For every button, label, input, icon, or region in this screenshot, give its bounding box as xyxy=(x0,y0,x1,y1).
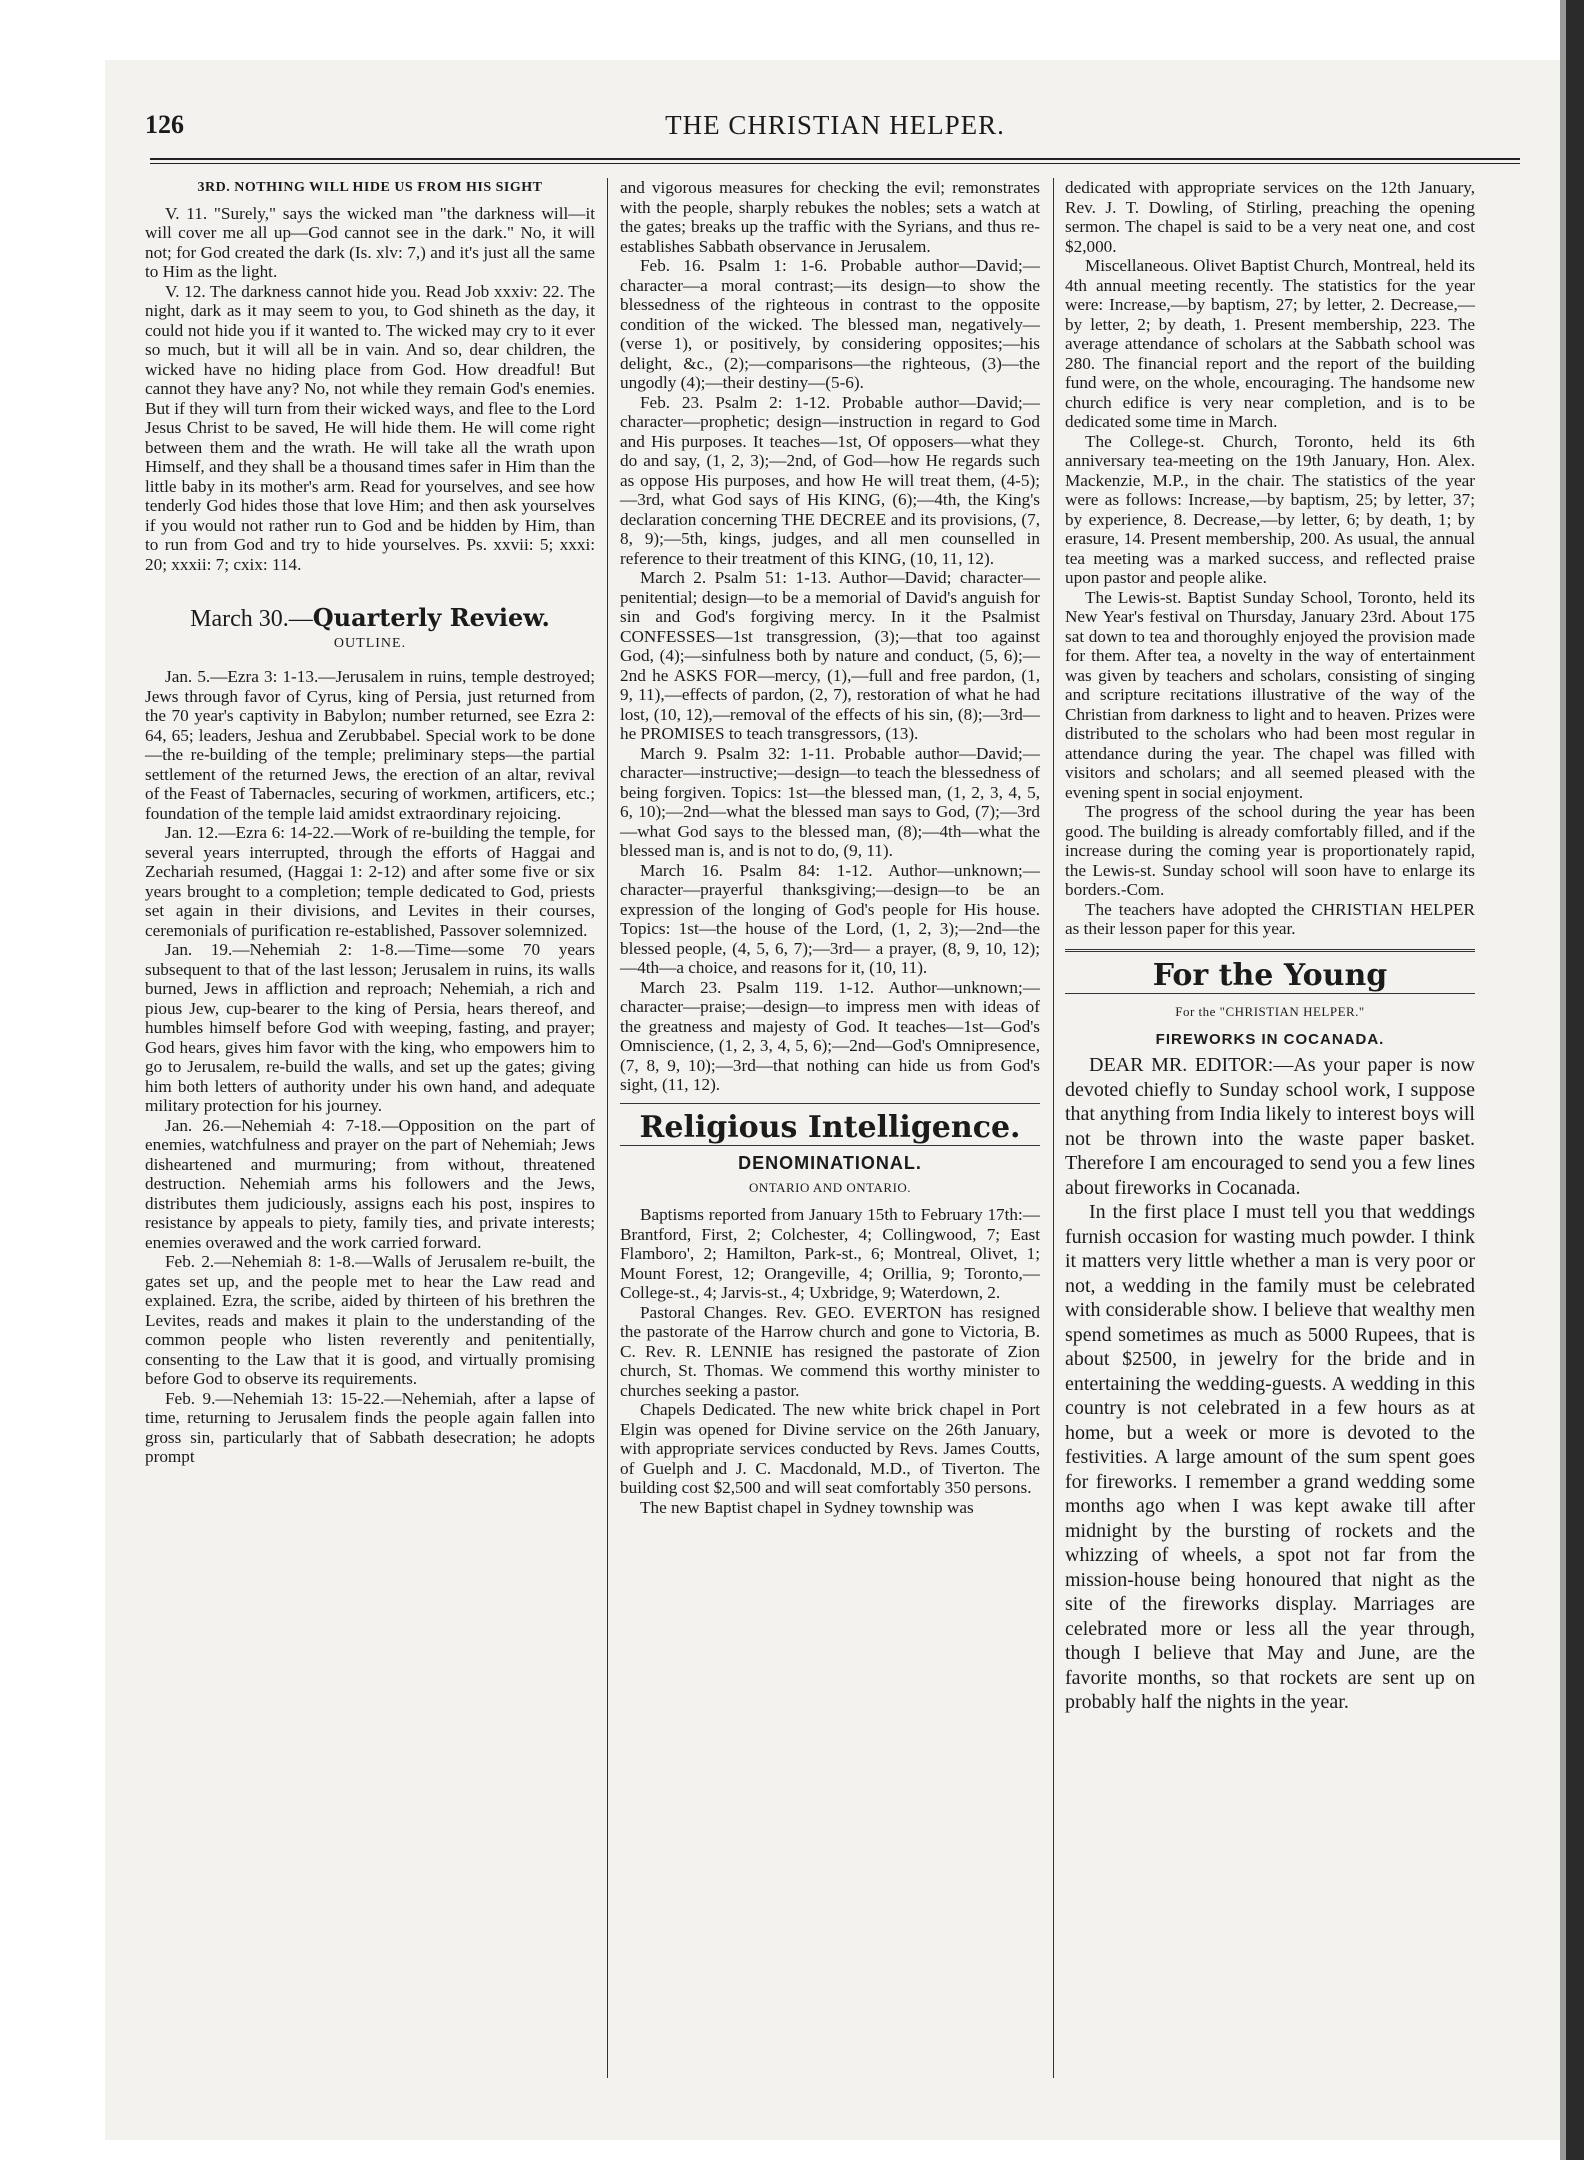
paragraph: The new Baptist chapel in Sydney township was xyxy=(640,1497,974,1517)
review-heading: March 30.—Quarterly Review. xyxy=(190,603,550,632)
review-entry: March 23. Psalm 119. 1-12. Author—unknown;—character—praise;—design—to impress men with ideas of the greatness and majesty of God. It teaches—1st—God's Omniscience, (1, 2, 3, 4, 5, 6);—2nd—God's Omnipresence, (7, 8, 9, 10);—3rd—that nothing can hide us from God's sight, (11, 12). xyxy=(620,977,1040,1094)
review-entry: March 9. Psalm 32: 1-11. Probable author—David;—character—instructive;—design—to teach the blessedness of being forgiven. Topics: 1st—the blessed man, (1, 2, 3, 4, 5, 6, 10);—2nd—what the blessed man says to God, (7);—3rd—what God says to the blessed man, (8);—4th—what the blessed man is, and is not to do, (9, 11). xyxy=(620,743,1040,860)
review-entry: Jan. 5.—Ezra 3: 1-13.—Jerusalem in ruins, temple destroyed; Jews through favor of Cyrus, king of Persia, just returned from the 70 year's captivity in Babylon; number returned, see Ezra 2: 64, 65; leaders, Jeshua and Zerubbabel. Special work to be done—the re-building of the temple; preliminary steps—the partial settlement of the returned Jews, the erection of an altar, revival of the Feast of Tabernacles, securing of workmen, artificers, etc.; foundation of the temple laid amidst extraordinary rejoicing. xyxy=(145,667,595,823)
paragraph: The Lewis-st. Baptist Sunday School, Toronto, held its New Year's festival on Thursday, January 23rd. About 175 sat down to tea and thoroughly enjoyed the provision made for them. After tea, a novelty in the way of entertainment was given by teachers and scholars, consisting of singing and scripture recitations illustrative of the way of the Christian from darkness to light and to heaven. Prizes were distributed to the scholars who had been most regular in attendance during the year. The chapel was filled with visitors and scholars; and all seemed pleased with the evening spent in social enjoyment. xyxy=(1065,587,1475,802)
subsection-title: DENOMINATIONAL. xyxy=(738,1153,922,1173)
paragraph: and vigorous measures for checking the evil; remonstrates with the people, sharply rebukes the nobles; sets a watch at the gates; breaks up the traffic with the Syrians, and thus re-establishes Sabbath observance in Jerusalem. xyxy=(620,178,1040,256)
divider xyxy=(1065,949,1475,952)
paragraph: Baptisms reported from January 15th to February 17th:—Brantford, First, 2; Colchester, 4; Collingwood, 7; East Flamboro', 2; Hamilton, Park-st., 6; Montreal, Olivet, 1; Mount Forest, 12; Orangeville, 4; Orillia, 9; Toronto,—College-st., 4; Jarvis-st., 4; Uxbridge, 9; Waterdown, 2. xyxy=(620,1205,1040,1302)
page-header xyxy=(145,110,1525,170)
article-title: FIREWORKS IN COCANADA. xyxy=(1155,1030,1385,1048)
paragraph: Chapels Dedicated. The new white brick chapel in Port Elgin was opened for Divine service on the 26th January, with appropriate services conducted by Revs. James Coutts, of Guelph and J. C. Macdonald, M.D., of Tiverton. The building cost $2,500 and will seat comfortably 350 persons. xyxy=(620,1400,1040,1497)
review-entry: Feb. 2.—Nehemiah 8: 1-8.—Walls of Jerusalem re-built, the gates set up, and the people met to hear the Law read and explained. Ezra, the scribe, aided by thirteen of his brethren the Levites, reads and makes it plain to the understanding of the common people who listen reverently and penitentially, consenting to the Law that it is good, and virtually promising before God to observe its requirements. xyxy=(145,1252,595,1388)
column-2 xyxy=(620,178,1040,1517)
header-rule-thin xyxy=(150,163,1520,164)
column-divider xyxy=(1053,178,1054,2078)
paragraph: The College-st. Church, Toronto, held its 6th anniversary tea-meeting on the 19th January, Hon. Alex. Mackenzie, M.P., in the chair. The statistics of the year were as follows: Increase,—by baptism, 25; by letter, 37; by experience, 8. Decrease,—by letter, 6; by death, 1; by erasure, 14. Present membership, 200. As usual, the annual tea meeting was a marked success, and reflected praise upon pastor and people alike. xyxy=(1065,431,1475,587)
paragraph: The teachers have adopted the CHRISTIAN HELPER as their lesson paper for this year. xyxy=(1065,899,1475,938)
outline-label: OUTLINE. xyxy=(333,635,407,651)
review-entry: Feb. 16. Psalm 1: 1-6. Probable author—David;—character—a moral contrast;—its design—to show the blessedness of the righteous in contrast to the opposite condition of the wicked. The blessed man, negatively—(verse 1), or positively, by considering opposites;—his delight, &c., (2);—comparisons—the righteous, (3)—the ungodly (4);—their destiny—(5-6). xyxy=(620,256,1040,392)
section-title: For the Young xyxy=(1152,957,1388,993)
article-body xyxy=(1065,1053,1475,1715)
review-entry: Jan. 26.—Nehemiah 4: 7-18.—Opposition on the part of enemies, watchfulness and prayer on the part of Nehemiah; Jews disheartened and murmuring; from without, threatened destruction. Nehemiah arms his followers and the Jews, distributes them judiciously, assigns each his post, inspires to resistance by appeals to piety, family ties, and private interests; enemies overawed and the work carried forward. xyxy=(145,1115,595,1252)
review-entry: March 16. Psalm 84: 1-12. Author—unknown;—character—prayerful thanksgiving;—design—to be an expression of the longing of God's people for His house. Topics: 1st—the house of the Lord, (1, 2, 3);—2nd—the blessed people, (4, 5, 6, 7);—3rd— a prayer, (8, 9, 10, 12);—4th—a choice, and reasons for it, (10, 11). xyxy=(620,860,1040,977)
column-1 xyxy=(145,178,595,1467)
attribution: For the "CHRISTIAN HELPER." xyxy=(1175,1004,1365,1019)
header-rule xyxy=(150,158,1520,160)
section-title: Religious Intelligence. xyxy=(639,1109,1021,1145)
column-3 xyxy=(1065,178,1475,1715)
binding xyxy=(1566,0,1584,2160)
divider xyxy=(620,1103,1040,1104)
column-divider xyxy=(607,178,608,2078)
paragraph: dedicated with appropriate services on the 12th January, Rev. J. T. Dowling, of Stirling, preaching the opening sermon. The chapel is said to be a very neat one, and cost $2,000. xyxy=(1065,178,1475,256)
paragraph: Pastoral Changes. Rev. GEO. EVERTON has resigned the pastorate of the Harrow church and gone to Victoria, B. C. Rev. R. LENNIE has resigned the pastorate of Zion church, St. Thomas. We commend this worthy minister to churches seeking a pastor. xyxy=(620,1302,1040,1400)
paragraph: Miscellaneous. Olivet Baptist Church, Montreal, held its 4th annual meeting recently. The statistics for the year were: Increase,—by baptism, 27; by letter, 2. Decrease,—by letter, 2; by death, 1. Present membership, 223. The average attendance of scholars at the Sabbath school was 280. The financial report and the report of the building fund were, on the whole, encouraging. The handsome new church edifice is very near completion, and is to be dedicated some time in March. xyxy=(1065,256,1475,431)
paragraph: The progress of the school during the year has been good. The building is already comfortably filled, and if the increase during the coming year is proportionately rapid, the Lewis-st. Sunday school will soon have to enlarge its borders.-Com. xyxy=(1065,802,1475,899)
review-entry: Feb. 23. Psalm 2: 1-12. Probable author—David;—character—prophetic; design—instruction in regard to God and His purposes. It teaches—1st, Of opposers—what they do and say, (1, 2, 3);—2nd, of God—how He regards such as oppose His purposes, and how He will treat them, (4-5);—3rd, what God says of His KING, (6);—4th, the King's declaration concerning THE DECREE and its provisions, (7, 8, 9);—5th, kings, judges, and all men counselled in reference to their treatment of this KING, (10, 11, 12). xyxy=(620,392,1040,568)
review-entry: Feb. 9.—Nehemiah 13: 15-22.—Nehemiah, after a lapse of time, returning to Jerusalem finds the people again fallen into gross sin, particularly that of Sabbath desecration; he adopts prompt xyxy=(145,1388,595,1466)
region-label: ONTARIO AND ONTARIO. xyxy=(748,1179,912,1195)
review-entry: Jan. 19.—Nehemiah 2: 1-8.—Time—some 70 years subsequent to that of the last lesson; Jerusalem in ruins, its walls burned, Jews in affliction and reproach; Nehemiah, a rich and pious Jew, cup-bearer to the king of Persia, hears thereof, and humbles himself before God with weeping, fasting, and prayer; God hears, gives him favor with the king, who empowers him to go to Jerusalem, re-build the walls, and set up the gates; giving him both letters of authority under his own hand, and adequate military protection for his journey. xyxy=(145,940,595,1115)
paragraph: V. 11. "Surely," says the wicked man "the darkness will—it will cover me all up—God cannot see in the dark." No, it will not; for God created the dark (Is. xlv: 7,) and it's just all the same to Him as the light. xyxy=(145,203,595,281)
paragraph: V. 12. The darkness cannot hide you. Read Job xxxiv: 22. The night, dark as it may seem to you, to God shineth as the day, it could not hide you if it wanted to. The wicked may cry to it ever so much, but it will all be in vain. And so, dear children, the wicked have no hiding place from God. How dreadful! But cannot they have any? No, not while they remain God's enemies. But if they will turn from their wicked ways, and flee to the Lord Jesus Christ to be saved, He will hide them. He will come right between them and the wrath. He will take all the wrath upon Himself, and they shall be a thousand times safer in Him than the little baby in its mother's arm. Read for yourselves, and see how tenderly God hides those that love Him; and then ask yourselves if you would not rather run to God and be hidden by Him, than to run from God and try to hide yourselves. Ps. xxvii: 5; xxxi: 20; xxxii: 7; cxix: 114. xyxy=(145,281,595,574)
paragraph: DEAR MR. EDITOR:—As your paper is now devoted chiefly to Sunday school work, I suppose that anything from India likely to interest boys will not be thrown into the waste paper basket. Therefore I am encouraged to send you a few lines about fireworks in Cocanada. xyxy=(1065,1054,1475,1199)
review-entry: March 2. Psalm 51: 1-13. Author—David; character—penitential; design—to be a memorial of David's anguish for sin and God's forgiving mercy. In it the Psalmist CONFESSES—1st transgression, (3);—that too against God, (4);—sinfulness both by nature and conduct, (5, 6);—2nd he ASKS FOR—mercy, (1),—full and free pardon, (1, 9, 11),—effects of pardon, (2, 7), restoration of what he had lost, (10, 12),—removal of the effects of his sin, (8);—3rd—he PROMISES to teach transgressors, (13). xyxy=(620,568,1040,743)
divider xyxy=(620,1145,1040,1146)
divider xyxy=(1065,993,1475,994)
page-number: 126 xyxy=(145,110,184,139)
running-title: THE CHRISTIAN HELPER. xyxy=(665,110,1005,140)
section-heading: 3RD. NOTHING WILL HIDE US FROM HIS SIGHT xyxy=(197,180,543,195)
paragraph: In the first place I must tell you that weddings furnish occasion for wasting much powder. I think it matters very little whether a man is very poor or not, a wedding in the family must be celebrated with considerable show. I believe that wealthy men spend sometimes as much as 5000 Rupees, that is about $2500, in jewelry for the bride and in entertaining the wedding-guests. A wedding in this country is not celebrated in a few hours as at home, but a week or more is devoted to the festivities. A large amount of the sum spent goes for fireworks. I remember a grand wedding some months ago when I was kept awake till after midnight by the bursting of rockets and the whizzing of wheels, a spot not far from the mission-house being honoured that night as the site of the fireworks display. Marriages are celebrated more or less all the year through, though I believe that May and June, are the favorite months, so that rockets are sent up on probably half the nights in the year. xyxy=(1065,1201,1475,1713)
review-entry: Jan. 12.—Ezra 6: 14-22.—Work of re-building the temple, for several years interrupted, through the efforts of Haggai and Zechariah resumed, (Haggai 1: 2-12) and after some five or six years brought to a completion; temple dedicated to God, priests set again in their divisions, and Levites in their courses, ceremonials of purification re-established, Passover solemnized. xyxy=(145,823,595,940)
